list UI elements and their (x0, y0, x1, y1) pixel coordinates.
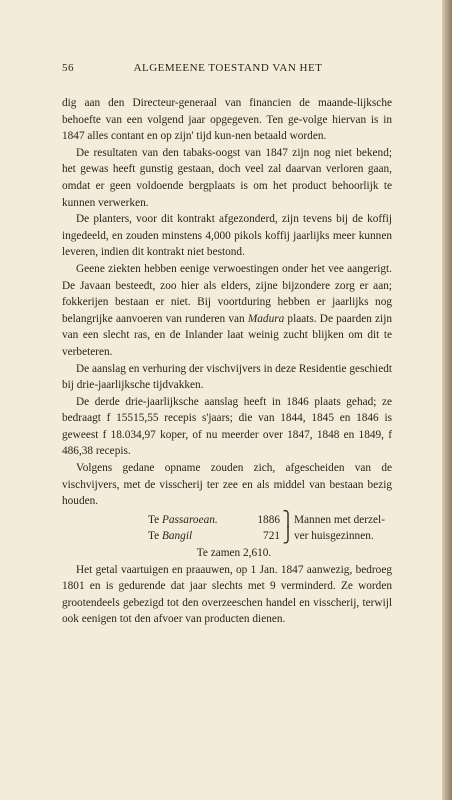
page-edge-shadow (442, 0, 452, 800)
paragraph (62, 261, 392, 361)
count-cell: 721 (263, 530, 280, 543)
place-name: Passaroean. (161, 513, 218, 526)
fishermen-table (148, 512, 392, 545)
count-cell: 1886 (257, 513, 280, 526)
paragraph: Het getal vaartuigen en praauwen, op 1 Jan. 1847 aanwezig, bedroeg 1801 en is gedurende dat jaar slechts met 9 verminderd. Ze worden grootendeels gebezigd tot den overzeeschen handel en visscherij, terwijl ook eenigen tot den afvoer van producten dienen. (62, 563, 392, 626)
paragraph: Volgens gedane opname zouden zich, afgescheiden van de vischvijvers, met de visscherij ter zee en als middel van bestaan bezig houden. (62, 462, 392, 508)
total-line: Te zamen 2,610. (196, 547, 272, 560)
brace-glyph: ⎭ (282, 528, 294, 545)
paragraph: De derde drie-jaarlijksche aanslag heeft in 1846 plaats gehad; ze bedraagt f 15515,55 recepis s'jaars; die van 1844, 1845 en 1846 is geweest f 18.034,97 koper, of nu meerder over 1847, 1848 en 1849, f 486,38 recepis. (62, 395, 392, 458)
paragraph-text: Geene ziekten hebben eenige verwoestingen onder het vee aangerigt. De Javaan besteedt, zoo hier als elders, zijne bijzondere zorg er aan; fokkerijen bestaan er niet. Bij voortduring hebben er jaarlijks nog belangrijke aanvoeren van runderen van (62, 262, 392, 325)
place-name-italic: Madura (247, 312, 285, 325)
page-number: 56 (62, 62, 74, 74)
place-cell: Te Passaroean. (148, 513, 218, 526)
place-cell: Te Bangil (148, 530, 193, 543)
paragraph: De aanslag en verhuring der vischvijvers in deze Residentie geschiedt bij drie-jaarlijksche tijdvakken. (62, 362, 392, 392)
paragraph-text: plaats. De paarden zijn van een slecht ras, en de Inlander laat weinig zucht blijken om dit te verbeteren. (62, 312, 392, 358)
paragraph: De planters, voor dit kontrakt afgezonderd, zijn tevens bij de koffij ingedeeld, en zouden minstens 4,000 pikols koffij jaarlijks meer kunnen leveren, indien dit kontrakt niet bestond. (62, 213, 392, 259)
running-title: ALGEMEENE TOESTAND VAN HET (133, 62, 323, 74)
body-text (62, 95, 392, 628)
brace-glyph: ⎫ (282, 511, 294, 528)
note-cell: Mannen met derzel- (294, 513, 385, 526)
paragraph: dig aan den Directeur-generaal van financien de maande-lijksche behoefte van een volgend jaar opgegeven. Ten ge-volge hiervan is in 1847 alles contant en op zijn' tijd kun-nen betaald worden. (62, 97, 392, 143)
paragraph: De resultaten van den tabaks-oogst van 1847 zijn nog niet bekend; het gewas heeft gunstig gestaan, doch veel zal daarvan verloren gaan, omdat er geen voldoende bergplaats is om het product behoorlijk te kunnen verwerken. (62, 146, 392, 209)
note-cell: ver huisgezinnen. (294, 530, 374, 543)
place-name: Bangil (161, 530, 193, 543)
